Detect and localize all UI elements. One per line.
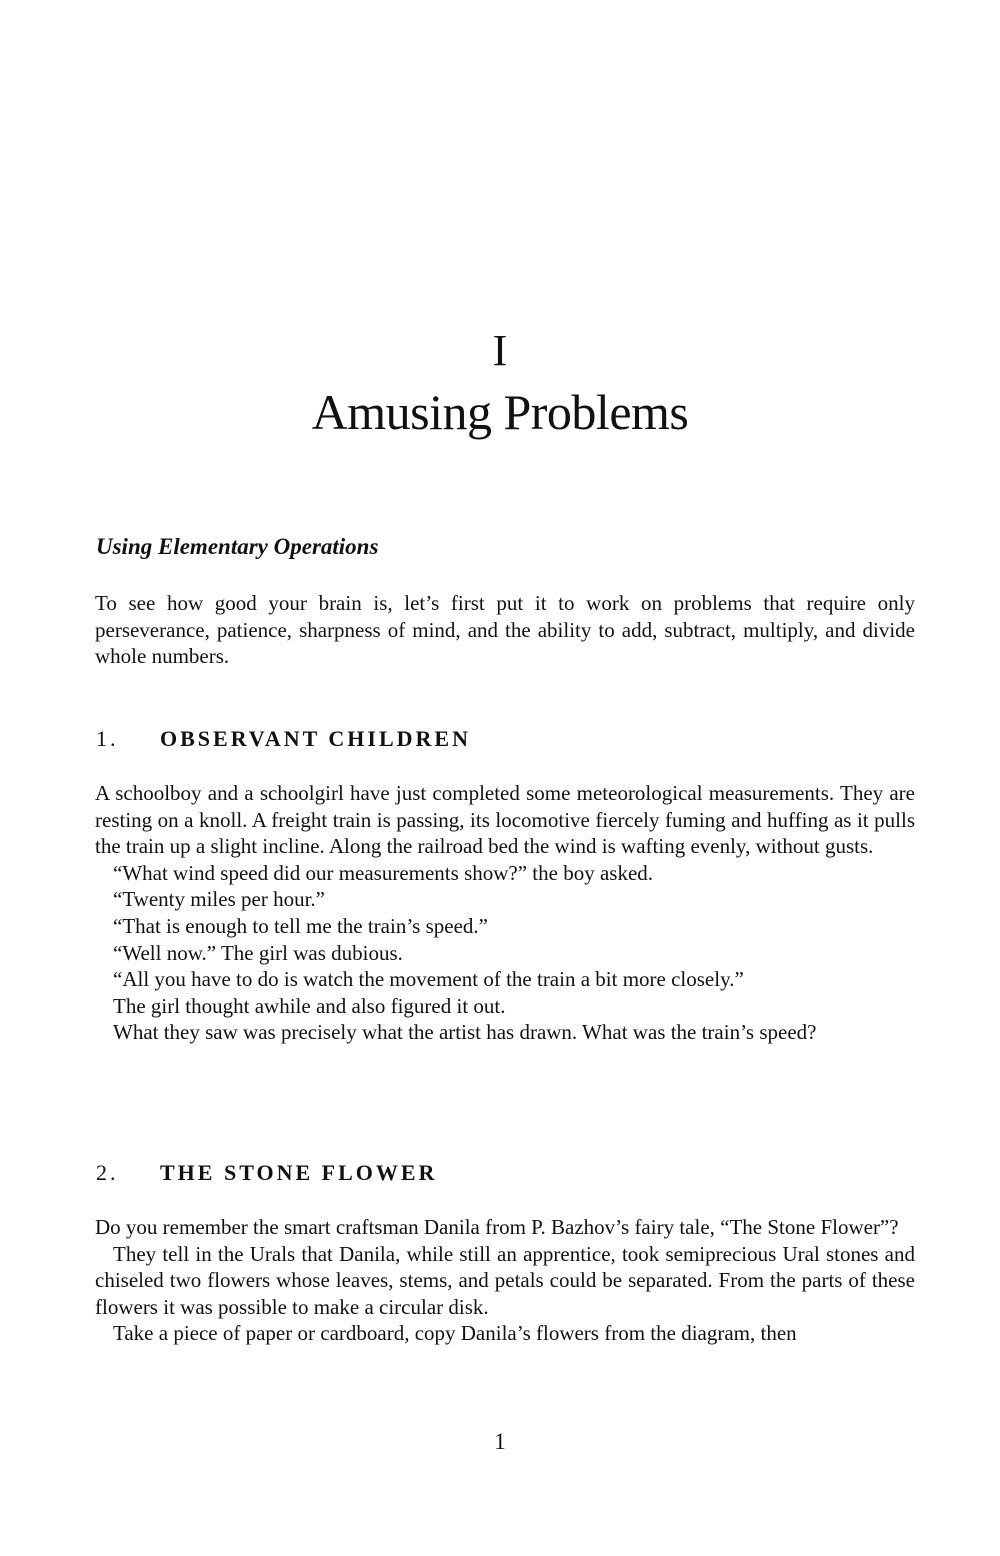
paragraph: They tell in the Urals that Danila, while still an apprentice, took semiprecious Ural stones and chiseled two flowers whose leaves, stems, and petals could be separated. From the parts of these flowers it was possible to make a circular disk. (95, 1241, 915, 1319)
paragraph: “Well now.” The girl was dubious. (113, 940, 403, 965)
page-number: 1 (494, 1429, 506, 1454)
paragraph: A schoolboy and a schoolgirl have just completed some meteorological measurements. They are resting on a knoll. A freight train is passing, its locomotive fiercely fuming and huffing as it pulls the train up a slight incline. Along the railroad bed the wind is wafting evenly, without gusts. (95, 781, 915, 859)
paragraph: What they saw was precisely what the artist has drawn. What was the train’s speed? (113, 1020, 817, 1045)
paragraph: Take a piece of paper or cardboard, copy Danila’s flowers from the diagram, then (113, 1321, 797, 1346)
intro-paragraph: To see how good your brain is, let’s first put it to work on problems that require only perseverance, patience, sharpness of mind, and the ability to add, subtract, multiply, and divide whole numbers. (95, 591, 915, 669)
problem-1-body (95, 780, 915, 1046)
problem-2-heading (96, 1158, 437, 1188)
problem-2-body (95, 1214, 915, 1347)
problem-2-title: THE STONE FLOWER (160, 1160, 438, 1185)
paragraph: “What wind speed did our measurements show?” the boy asked. (113, 860, 654, 885)
section-heading: Using Elementary Operations (96, 534, 379, 559)
chapter-number: I (492, 326, 508, 375)
chapter-title: Amusing Problems (311, 384, 689, 440)
paragraph: The girl thought awhile and also figured it out. (113, 993, 506, 1018)
problem-1-number: 1. (96, 726, 119, 751)
paragraph: Do you remember the smart craftsman Danila from P. Bazhov’s fairy tale, “The Stone Flower”? (95, 1215, 899, 1239)
problem-1-title: OBSERVANT CHILDREN (160, 726, 471, 751)
paragraph: “That is enough to tell me the train’s speed.” (113, 913, 488, 938)
section-intro (95, 590, 915, 670)
paragraph: “All you have to do is watch the movement of the train a bit more closely.” (113, 967, 744, 992)
problem-2-number: 2. (96, 1160, 119, 1185)
problem-1-heading (96, 724, 471, 754)
paragraph: “Twenty miles per hour.” (113, 887, 325, 912)
